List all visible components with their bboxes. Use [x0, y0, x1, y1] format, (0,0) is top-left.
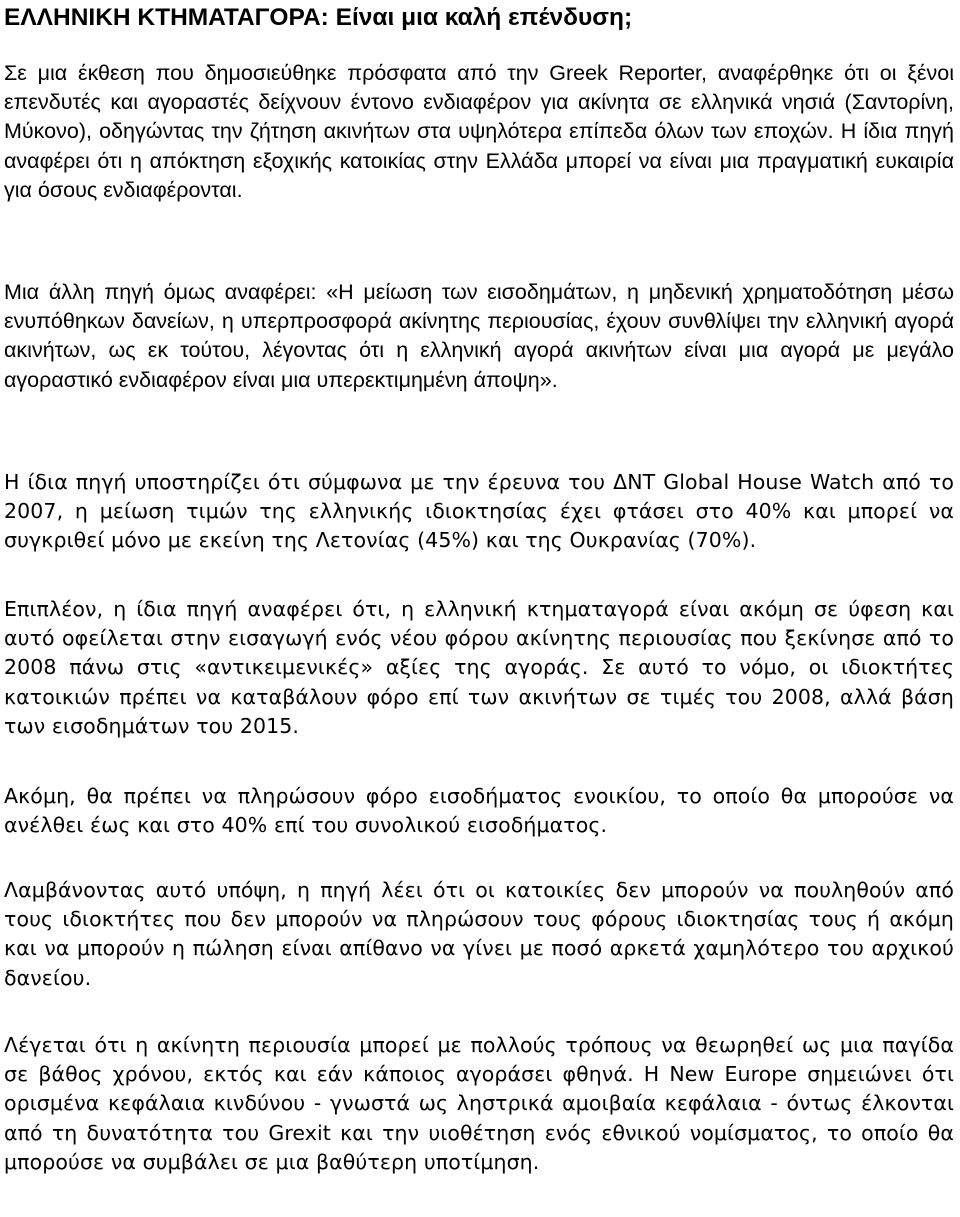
title-container	[4, 0, 954, 36]
paragraph-6: Λαμβάνοντας αυτό υπόψη, η πηγή λέει ότι οι κατοικίες δεν μπορούν να πουληθούν από τους ιδιοκτήτες που δεν μπορούν να πληρώσουν τους φόρους ιδιοκτησίας τους ή ακόμη και να μπορούν η πώληση είναι απίθανο να γίνει με ποσό αρκετά χαμηλότερο του αρχικού δανείου.	[4, 878, 954, 990]
paragraph-2: Μια άλλη πηγή όμως αναφέρει: «Η μείωση των εισοδημάτων, η μηδενική χρηματοδότηση μέσω ενυπόθηκων δανείων, η υπερπροσφορά ακίνητης περιουσίας, έχουν συνθλίψει την ελληνική αγορά ακινήτων, ως εκ τούτου, λέγοντας ότι η ελληνική αγορά ακινήτων είναι μια αγορά με μεγάλο αγοραστικό ενδιαφέρον είναι μια υπερεκτιμημένη άποψη».	[4, 280, 954, 392]
paragraph-3: Η ίδια πηγή υποστηρίζει ότι σύμφωνα με την έρευνα του ΔΝΤ Global House Watch από το 2007, η μείωση τιμών της ελληνικής ιδιοκτησίας έχει φτάσει στο 40% και μπορεί να συγκριθεί μόνο με εκείνη της Λετονίας (45%) και της Ουκρανίας (70%).	[4, 470, 954, 553]
document-title: ΕΛΛΗΝΙΚΗ ΚΤΗΜΑΤΑΓΟΡΑ: Είναι μια καλή επένδυση;	[4, 4, 633, 31]
paragraph-1: Σε μια έκθεση που δημοσιεύθηκε πρόσφατα από την Greek Reporter, αναφέρθηκε ότι οι ξένοι επενδυτές και αγοραστές δείχνουν έντονο ενδιαφέρον για ακίνητα σε ελληνικά νησιά (Σαντορίνη, Μύκονο), οδηγώντας την ζήτηση ακινήτων στα υψηλότερα επίπεδα όλων των εποχών. Η ίδια πηγή αναφέρει ότι η απόκτηση εξοχικής κατοικίας στην Ελλάδα μπορεί να είναι μια πραγματική ευκαιρία για όσους ενδιαφέρονται.	[4, 61, 954, 202]
paragraph-5: Ακόμη, θα πρέπει να πληρώσουν φόρο εισοδήματος ενοικίου, το οποίο θα μπορούσε να ανέλθει έως και στο 40% επί του συνολικού εισοδήματος.	[4, 784, 954, 838]
paragraph-4: Επιπλέον, η ίδια πηγή αναφέρει ότι, η ελληνική κτηματαγορά είναι ακόμη σε ύφεση και αυτό οφείλεται στην εισαγωγή ενός νέου φόρου ακίνητης περιουσίας που ξεκίνησε από το 2008 πάνω στις «αντικειμενικές» αξίες της αγοράς. Σε αυτό το νόμο, οι ιδιοκτήτες κατοικιών πρέπει να καταβάλουν φόρο επί των ακινήτων σε τιμές του 2008, αλλά βάση των εισοδημάτων του 2015.	[4, 597, 954, 738]
paragraph-7: Λέγεται ότι η ακίνητη περιουσία μπορεί με πολλούς τρόπους να θεωρηθεί ως μια παγίδα σε βάθος χρόνου, εκτός και εάν κάποιος αγοράσει φθηνά. Η New Europe σημειώνει ότι ορισμένα κεφάλαια κινδύνου - γνωστά ως ληστρικά αμοιβαία κεφάλαια - όντως έλκονται από τη δυνατότητα του Grexit και την υιοθέτηση ενός εθνικού νομίσματος, το οποίο θα μπορούσε να συμβάλει σε μια βαθύτερη υποτίμηση.	[4, 1033, 954, 1174]
